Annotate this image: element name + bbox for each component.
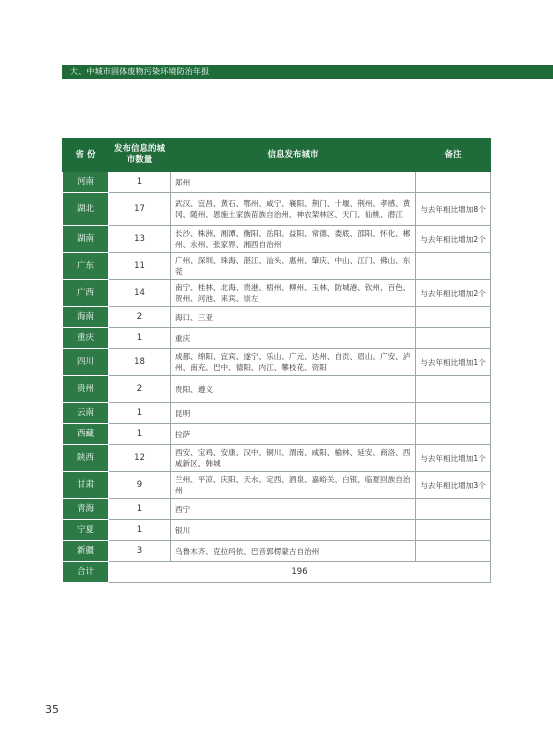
count-cell: 13	[109, 226, 171, 253]
count-cell: 17	[109, 193, 171, 226]
city-table	[62, 138, 491, 583]
count-cell: 1	[109, 424, 171, 445]
province-cell: 新疆	[63, 541, 109, 562]
top-band	[0, 0, 553, 65]
table-row	[63, 472, 491, 499]
cities-cell: 拉萨	[171, 424, 416, 445]
table-row	[63, 253, 491, 280]
table-row	[63, 328, 491, 349]
note-cell	[416, 376, 491, 403]
cities-cell: 银川	[171, 520, 416, 541]
cities-cell: 郑州	[171, 172, 416, 193]
province-cell: 西藏	[63, 424, 109, 445]
note-cell	[416, 541, 491, 562]
province-cell: 陕西	[63, 445, 109, 472]
count-cell: 3	[109, 541, 171, 562]
total-label-cell: 合计	[63, 562, 109, 583]
province-cell: 湖南	[63, 226, 109, 253]
province-cell: 河南	[63, 172, 109, 193]
table-row	[63, 541, 491, 562]
count-cell: 9	[109, 472, 171, 499]
total-value-cell: 196	[109, 562, 491, 583]
province-cell: 四川	[63, 349, 109, 376]
note-cell: 与去年相比增加1个	[416, 349, 491, 376]
table-row	[63, 349, 491, 376]
table-row	[63, 499, 491, 520]
count-cell: 1	[109, 172, 171, 193]
province-cell: 广西	[63, 280, 109, 307]
header-note: 备注	[416, 139, 491, 172]
table-row	[63, 424, 491, 445]
table-row	[63, 172, 491, 193]
note-cell: 与去年相比增加1个	[416, 445, 491, 472]
note-cell	[416, 403, 491, 424]
note-cell: 与去年相比增加2个	[416, 280, 491, 307]
section-header-title: 大、中城市固体废物污染环境防治年报	[70, 67, 210, 76]
count-cell: 1	[109, 520, 171, 541]
table-row	[63, 307, 491, 328]
note-cell	[416, 328, 491, 349]
note-cell	[416, 520, 491, 541]
province-cell: 青海	[63, 499, 109, 520]
province-cell: 海南	[63, 307, 109, 328]
cities-cell: 南宁、桂林、北海、贵港、梧州、柳州、玉林、防城港、钦州、百色、贺州、河池、来宾、崇左	[171, 280, 416, 307]
count-cell: 1	[109, 499, 171, 520]
count-cell: 14	[109, 280, 171, 307]
note-cell: 与去年相比增加2个	[416, 226, 491, 253]
header-province: 省 份	[63, 139, 109, 172]
table-row	[63, 445, 491, 472]
cities-cell: 兰州、平凉、庆阳、天水、定西、酒泉、嘉峪关、白银、临夏回族自治州	[171, 472, 416, 499]
cities-cell: 西宁	[171, 499, 416, 520]
cities-cell: 武汉、宜昌、黄石、鄂州、咸宁、襄阳、荆门、十堰、荆州、孝感、黄冈、随州、恩施土家族苗族自治州、神农架林区、天门、仙桃、潜江	[171, 193, 416, 226]
count-cell: 11	[109, 253, 171, 280]
count-cell: 2	[109, 376, 171, 403]
table-row	[63, 193, 491, 226]
count-cell: 12	[109, 445, 171, 472]
note-cell: 与去年相比增加3个	[416, 472, 491, 499]
province-cell: 宁夏	[63, 520, 109, 541]
city-table-container	[62, 138, 490, 583]
table-row	[63, 403, 491, 424]
header-cities: 信息发布城市	[171, 139, 416, 172]
cities-cell: 海口、三亚	[171, 307, 416, 328]
province-cell: 甘肃	[63, 472, 109, 499]
cities-cell: 重庆	[171, 328, 416, 349]
header-count: 发布信息的城市数量	[109, 139, 171, 172]
count-cell: 1	[109, 403, 171, 424]
cities-cell: 贵阳、遵义	[171, 376, 416, 403]
province-cell: 云南	[63, 403, 109, 424]
note-cell	[416, 499, 491, 520]
note-cell	[416, 307, 491, 328]
table-header-row	[63, 139, 491, 172]
note-cell	[416, 424, 491, 445]
province-cell: 湖北	[63, 193, 109, 226]
table-row	[63, 520, 491, 541]
table-total-row	[63, 562, 491, 583]
province-cell: 广东	[63, 253, 109, 280]
cities-cell: 成都、绵阳、宜宾、遂宁、乐山、广元、达州、自贡、眉山、广安、泸州、南充、巴中、德阳、内江、攀枝花、资阳	[171, 349, 416, 376]
note-cell	[416, 172, 491, 193]
cities-cell: 乌鲁木齐、克拉玛依、巴音郭楞蒙古自治州	[171, 541, 416, 562]
cities-cell: 昆明	[171, 403, 416, 424]
table-row	[63, 226, 491, 253]
count-cell: 1	[109, 328, 171, 349]
note-cell	[416, 253, 491, 280]
section-header-bar	[62, 65, 553, 79]
table-row	[63, 280, 491, 307]
page-number: 35	[45, 703, 59, 716]
province-cell: 贵州	[63, 376, 109, 403]
cities-cell: 西安、宝鸡、安康、汉中、铜川、渭南、咸阳、榆林、延安、商洛、西咸新区、韩城	[171, 445, 416, 472]
count-cell: 18	[109, 349, 171, 376]
cities-cell: 广州、深圳、珠海、湛江、汕头、惠州、肇庆、中山、江门、佛山、东莞	[171, 253, 416, 280]
count-cell: 2	[109, 307, 171, 328]
province-cell: 重庆	[63, 328, 109, 349]
table-row	[63, 376, 491, 403]
cities-cell: 长沙、株洲、湘潭、衡阳、岳阳、益阳、常德、娄底、邵阳、怀化、郴州、永州、张家界、湘西自治州	[171, 226, 416, 253]
note-cell: 与去年相比增加8个	[416, 193, 491, 226]
